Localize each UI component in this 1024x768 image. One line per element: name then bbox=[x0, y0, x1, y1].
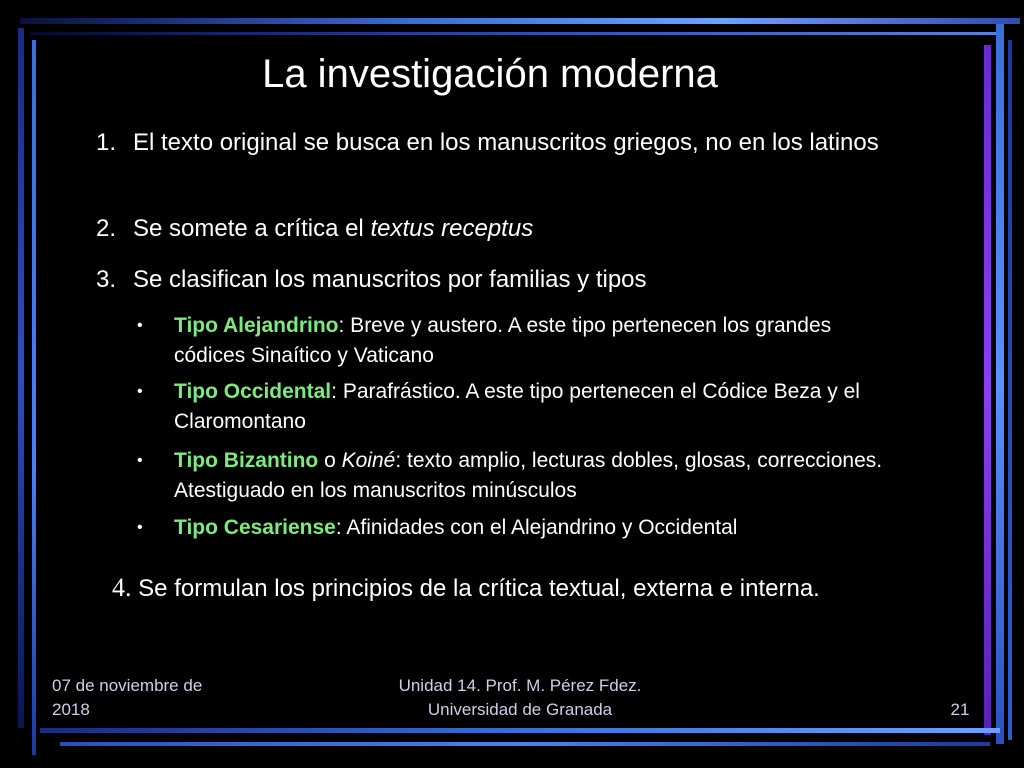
list-number: 1. bbox=[96, 129, 117, 156]
subitem-text: : Afinidades con el Alejandrino y Occidental bbox=[335, 516, 738, 539]
list-number: 3. bbox=[96, 266, 117, 293]
list-item-4 bbox=[112, 573, 820, 603]
list-number: 2. bbox=[96, 215, 117, 242]
frame-left-bar-inner bbox=[32, 40, 36, 755]
frame-right-bar-blue bbox=[996, 24, 1004, 744]
frame-left-bar bbox=[18, 28, 24, 728]
subitem-occidental bbox=[137, 377, 897, 437]
slide-title: La investigación moderna bbox=[262, 52, 718, 96]
subitem-italic: Koiné bbox=[341, 449, 396, 472]
frame-right-bar-outer bbox=[1008, 40, 1012, 740]
subitem-label: Tipo Alejandrino bbox=[174, 314, 339, 337]
bullet: • bbox=[137, 383, 143, 400]
bullet: • bbox=[137, 317, 143, 334]
list-item-2 bbox=[96, 212, 946, 245]
page-number: 21 bbox=[950, 700, 970, 719]
subitem-text: : Breve y austero. A este tipo pertenecen los grandes códices Sinaítico y Vaticano bbox=[174, 314, 832, 367]
bullet: • bbox=[137, 519, 143, 536]
frame-bottom-bar-outer bbox=[60, 742, 990, 746]
bullet: • bbox=[137, 452, 143, 469]
footer-center-line2: Universidad de Granada bbox=[427, 700, 613, 719]
subitem-cesariense bbox=[137, 513, 897, 543]
list-item-3 bbox=[96, 263, 946, 296]
list-text bbox=[133, 212, 946, 245]
footer-date: 07 de noviembre de 2018 bbox=[52, 676, 203, 719]
footer-center-line1: Unidad 14. Prof. M. Pérez Fdez. bbox=[398, 676, 642, 695]
frame-top-bar-inner bbox=[30, 32, 1000, 35]
list-text: El texto original se busca en los manuscritos griegos, no en los latinos bbox=[133, 129, 879, 156]
list-text-italic: textus receptus bbox=[370, 215, 534, 242]
subitem-text: : Parafrástico. A este tipo pertenecen el Códice Beza y el Claromontano bbox=[174, 380, 860, 433]
list-text-prefix: Se somete a crítica el bbox=[133, 215, 371, 242]
subitem-label: Tipo Cesariense bbox=[174, 516, 336, 539]
subitem-alejandrino bbox=[137, 311, 897, 371]
footer-center bbox=[340, 674, 700, 722]
list-item-1 bbox=[96, 126, 946, 159]
subitem-label: Tipo Bizantino bbox=[174, 449, 319, 472]
list-text: Se clasifican los manuscritos por familias y tipos bbox=[133, 266, 647, 293]
frame-bottom-bar bbox=[40, 728, 1000, 733]
subitem-bizantino bbox=[137, 446, 897, 506]
frame-right-bar-violet bbox=[984, 45, 991, 735]
subitem-text: : texto amplio, lecturas dobles, glosas, correcciones. Atestiguado en los manuscritos minúsculos bbox=[174, 449, 883, 502]
subitem-label: Tipo Occidental bbox=[174, 380, 332, 403]
list-text: Se formulan los principios de la crítica textual, externa e interna. bbox=[131, 575, 820, 602]
frame-top-bar bbox=[20, 18, 1020, 24]
subitem-connector: o bbox=[318, 449, 342, 472]
list-number: 4. bbox=[112, 573, 132, 602]
